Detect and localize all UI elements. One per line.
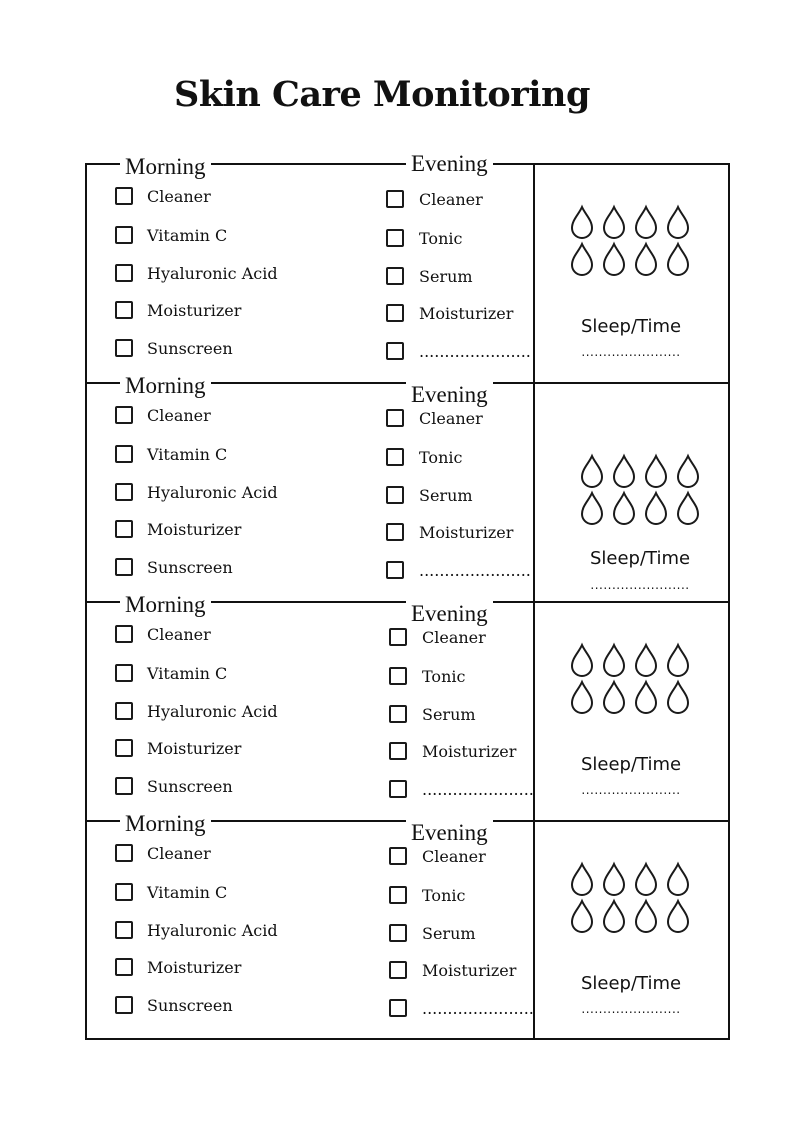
water-drop-icon[interactable] bbox=[678, 456, 698, 487]
evening-checklist-item bbox=[386, 405, 483, 431]
evening-item-label: Tonic bbox=[422, 885, 466, 905]
water-drop-icon[interactable] bbox=[604, 901, 624, 932]
morning-item-label: Sunscreen bbox=[147, 338, 233, 358]
evening-checkbox[interactable] bbox=[389, 999, 407, 1017]
water-drop-icon[interactable] bbox=[646, 456, 666, 487]
morning-item-label: Cleaner bbox=[147, 405, 211, 425]
morning-checkbox[interactable] bbox=[115, 958, 133, 976]
morning-item-label: Sunscreen bbox=[147, 995, 233, 1015]
evening-checklist-item bbox=[389, 776, 534, 802]
evening-item-label: Serum bbox=[419, 485, 473, 505]
morning-item-label: Moisturizer bbox=[147, 957, 242, 977]
morning-item-label: Sunscreen bbox=[147, 557, 233, 577]
evening-checklist-item bbox=[386, 444, 462, 470]
day-section bbox=[85, 592, 730, 820]
morning-heading: Morning bbox=[120, 811, 211, 837]
morning-checkbox[interactable] bbox=[115, 702, 133, 720]
water-drop-icon[interactable] bbox=[636, 244, 656, 275]
sleep-time-label: Sleep/Time bbox=[580, 316, 682, 337]
evening-checklist-item bbox=[386, 300, 513, 326]
morning-checklist-item bbox=[115, 773, 233, 799]
evening-item-label: Serum bbox=[422, 923, 476, 943]
morning-checkbox[interactable] bbox=[115, 264, 133, 282]
evening-item-label: Tonic bbox=[419, 447, 463, 467]
morning-checkbox[interactable] bbox=[115, 558, 133, 576]
evening-item-label: Moisturizer bbox=[419, 522, 514, 542]
morning-item-label: Vitamin C bbox=[147, 444, 228, 464]
morning-item-label: Moisturizer bbox=[147, 738, 242, 758]
water-drop-icon[interactable] bbox=[614, 493, 634, 524]
morning-checkbox[interactable] bbox=[115, 406, 133, 424]
day-section bbox=[85, 151, 730, 382]
morning-heading: Morning bbox=[120, 154, 211, 180]
morning-checkbox[interactable] bbox=[115, 339, 133, 357]
morning-checklist-item bbox=[115, 402, 211, 428]
morning-checkbox[interactable] bbox=[115, 996, 133, 1014]
morning-checkbox[interactable] bbox=[115, 483, 133, 501]
evening-item-label: Serum bbox=[422, 704, 476, 724]
sleep-time-blank[interactable]: ....................... bbox=[590, 578, 690, 592]
morning-checklist-item bbox=[115, 479, 278, 505]
evening-checkbox[interactable] bbox=[389, 667, 407, 685]
morning-checklist-item bbox=[115, 917, 278, 943]
water-intake-tracker bbox=[567, 860, 707, 944]
evening-checkbox[interactable] bbox=[386, 448, 404, 466]
morning-checklist-item bbox=[115, 441, 227, 467]
evening-checklist-item bbox=[389, 995, 534, 1021]
morning-item-label: Vitamin C bbox=[147, 663, 228, 683]
day-section bbox=[85, 373, 730, 601]
water-drop-icon[interactable] bbox=[646, 493, 666, 524]
morning-checklist-item bbox=[115, 554, 233, 580]
evening-checkbox[interactable] bbox=[389, 780, 407, 798]
page-title: Skin Care Monitoring bbox=[174, 74, 590, 115]
morning-checklist-item bbox=[115, 297, 241, 323]
water-drop-icon[interactable] bbox=[572, 244, 592, 275]
evening-blank-line: ...................... bbox=[419, 341, 531, 361]
water-drop-icon[interactable] bbox=[604, 864, 624, 895]
evening-checklist-item bbox=[389, 663, 465, 689]
evening-checkbox[interactable] bbox=[386, 190, 404, 208]
water-drop-icon[interactable] bbox=[636, 645, 656, 676]
water-drop-icon[interactable] bbox=[678, 493, 698, 524]
morning-item-label: Vitamin C bbox=[147, 225, 228, 245]
water-drop-icon[interactable] bbox=[636, 207, 656, 238]
morning-checkbox[interactable] bbox=[115, 739, 133, 757]
evening-item-label: Moisturizer bbox=[422, 960, 517, 980]
evening-heading: Evening bbox=[406, 820, 493, 846]
morning-checklist-item bbox=[115, 621, 211, 647]
water-intake-tracker bbox=[577, 452, 717, 536]
morning-checklist-item bbox=[115, 260, 278, 286]
water-drop-icon[interactable] bbox=[572, 207, 592, 238]
evening-blank-line: ...................... bbox=[422, 998, 534, 1018]
water-intake-tracker bbox=[567, 641, 707, 725]
evening-checklist-item bbox=[389, 624, 486, 650]
evening-item-label: Serum bbox=[419, 266, 473, 286]
evening-checklist-item bbox=[386, 482, 473, 508]
evening-item-label: Tonic bbox=[419, 228, 463, 248]
evening-item-label: Moisturizer bbox=[422, 741, 517, 761]
morning-item-label: Moisturizer bbox=[147, 519, 242, 539]
morning-checklist-item bbox=[115, 660, 227, 686]
morning-checklist-item bbox=[115, 954, 241, 980]
sleep-time-label: Sleep/Time bbox=[580, 754, 682, 775]
morning-checklist-item bbox=[115, 735, 241, 761]
evening-checklist-item bbox=[389, 957, 516, 983]
water-drop-icon[interactable] bbox=[668, 645, 688, 676]
tracker-grid bbox=[85, 151, 730, 1040]
morning-checkbox[interactable] bbox=[115, 226, 133, 244]
evening-checkbox[interactable] bbox=[386, 229, 404, 247]
evening-item-label: Cleaner bbox=[419, 189, 483, 209]
morning-checklist-item bbox=[115, 222, 227, 248]
water-drop-icon[interactable] bbox=[668, 901, 688, 932]
evening-checkbox[interactable] bbox=[386, 523, 404, 541]
water-drop-icon[interactable] bbox=[604, 682, 624, 713]
evening-checklist-item bbox=[386, 557, 531, 583]
evening-item-label: Cleaner bbox=[419, 408, 483, 428]
evening-checklist-item bbox=[386, 338, 531, 364]
morning-item-label: Vitamin C bbox=[147, 882, 228, 902]
morning-checklist-item bbox=[115, 516, 241, 542]
evening-checklist-item bbox=[386, 225, 462, 251]
evening-heading: Evening bbox=[406, 382, 493, 408]
evening-checkbox[interactable] bbox=[386, 561, 404, 579]
morning-checkbox[interactable] bbox=[115, 625, 133, 643]
morning-checklist-item bbox=[115, 183, 211, 209]
water-drop-icon[interactable] bbox=[636, 682, 656, 713]
morning-heading: Morning bbox=[120, 373, 211, 399]
morning-checklist-item bbox=[115, 698, 278, 724]
water-drop-icon[interactable] bbox=[572, 864, 592, 895]
evening-checkbox[interactable] bbox=[386, 304, 404, 322]
sleep-time-blank[interactable]: ....................... bbox=[581, 345, 681, 359]
morning-item-label: Moisturizer bbox=[147, 300, 242, 320]
sleep-time-label: Sleep/Time bbox=[580, 973, 682, 994]
evening-checkbox[interactable] bbox=[389, 705, 407, 723]
evening-checklist-item bbox=[389, 920, 476, 946]
evening-checklist-item bbox=[389, 882, 465, 908]
water-drop-icon[interactable] bbox=[572, 645, 592, 676]
water-drop-icon[interactable] bbox=[668, 864, 688, 895]
evening-heading: Evening bbox=[406, 151, 493, 177]
morning-item-label: Hyaluronic Acid bbox=[147, 701, 278, 721]
evening-checklist-item bbox=[386, 519, 513, 545]
water-drop-icon[interactable] bbox=[604, 207, 624, 238]
morning-checkbox[interactable] bbox=[115, 664, 133, 682]
water-drop-icon[interactable] bbox=[572, 682, 592, 713]
sleep-time-blank[interactable]: ....................... bbox=[581, 1002, 681, 1016]
evening-heading: Evening bbox=[406, 601, 493, 627]
morning-item-label: Cleaner bbox=[147, 624, 211, 644]
morning-checkbox[interactable] bbox=[115, 520, 133, 538]
water-drop-icon[interactable] bbox=[604, 645, 624, 676]
morning-item-label: Cleaner bbox=[147, 186, 211, 206]
evening-checkbox[interactable] bbox=[389, 886, 407, 904]
water-drop-icon[interactable] bbox=[668, 207, 688, 238]
morning-checklist-item bbox=[115, 879, 227, 905]
morning-checkbox[interactable] bbox=[115, 777, 133, 795]
evening-item-label: Cleaner bbox=[422, 627, 486, 647]
morning-checklist-item bbox=[115, 335, 233, 361]
morning-checkbox[interactable] bbox=[115, 883, 133, 901]
morning-item-label: Sunscreen bbox=[147, 776, 233, 796]
evening-checkbox[interactable] bbox=[386, 342, 404, 360]
day-section bbox=[85, 811, 730, 1039]
morning-checkbox[interactable] bbox=[115, 844, 133, 862]
water-drop-icon[interactable] bbox=[572, 901, 592, 932]
morning-checkbox[interactable] bbox=[115, 301, 133, 319]
morning-checklist-item bbox=[115, 992, 233, 1018]
morning-checkbox[interactable] bbox=[115, 187, 133, 205]
sleep-time-label: Sleep/Time bbox=[589, 548, 691, 569]
evening-blank-line: ...................... bbox=[419, 560, 531, 580]
evening-checklist-item bbox=[386, 186, 483, 212]
evening-checkbox[interactable] bbox=[389, 961, 407, 979]
water-drop-icon[interactable] bbox=[582, 493, 602, 524]
morning-item-label: Hyaluronic Acid bbox=[147, 482, 278, 502]
water-drop-icon[interactable] bbox=[668, 682, 688, 713]
morning-checkbox[interactable] bbox=[115, 445, 133, 463]
evening-checkbox[interactable] bbox=[386, 486, 404, 504]
morning-item-label: Cleaner bbox=[147, 843, 211, 863]
evening-checkbox[interactable] bbox=[389, 924, 407, 942]
evening-checkbox[interactable] bbox=[389, 628, 407, 646]
evening-checkbox[interactable] bbox=[386, 267, 404, 285]
evening-checklist-item bbox=[389, 843, 486, 869]
evening-checklist-item bbox=[386, 263, 473, 289]
water-drop-icon[interactable] bbox=[636, 864, 656, 895]
evening-checkbox[interactable] bbox=[389, 742, 407, 760]
evening-checkbox[interactable] bbox=[389, 847, 407, 865]
evening-checklist-item bbox=[389, 738, 516, 764]
morning-item-label: Hyaluronic Acid bbox=[147, 920, 278, 940]
water-drop-icon[interactable] bbox=[582, 456, 602, 487]
morning-heading: Morning bbox=[120, 592, 211, 618]
evening-blank-line: ...................... bbox=[422, 779, 534, 799]
morning-item-label: Hyaluronic Acid bbox=[147, 263, 278, 283]
water-intake-tracker bbox=[567, 203, 707, 287]
sleep-time-blank[interactable]: ....................... bbox=[581, 783, 681, 797]
water-drop-icon[interactable] bbox=[614, 456, 634, 487]
evening-checkbox[interactable] bbox=[386, 409, 404, 427]
evening-item-label: Tonic bbox=[422, 666, 466, 686]
water-drop-icon[interactable] bbox=[636, 901, 656, 932]
morning-checklist-item bbox=[115, 840, 211, 866]
water-drop-icon[interactable] bbox=[604, 244, 624, 275]
evening-checklist-item bbox=[389, 701, 476, 727]
morning-checkbox[interactable] bbox=[115, 921, 133, 939]
evening-item-label: Cleaner bbox=[422, 846, 486, 866]
evening-item-label: Moisturizer bbox=[419, 303, 514, 323]
water-drop-icon[interactable] bbox=[668, 244, 688, 275]
